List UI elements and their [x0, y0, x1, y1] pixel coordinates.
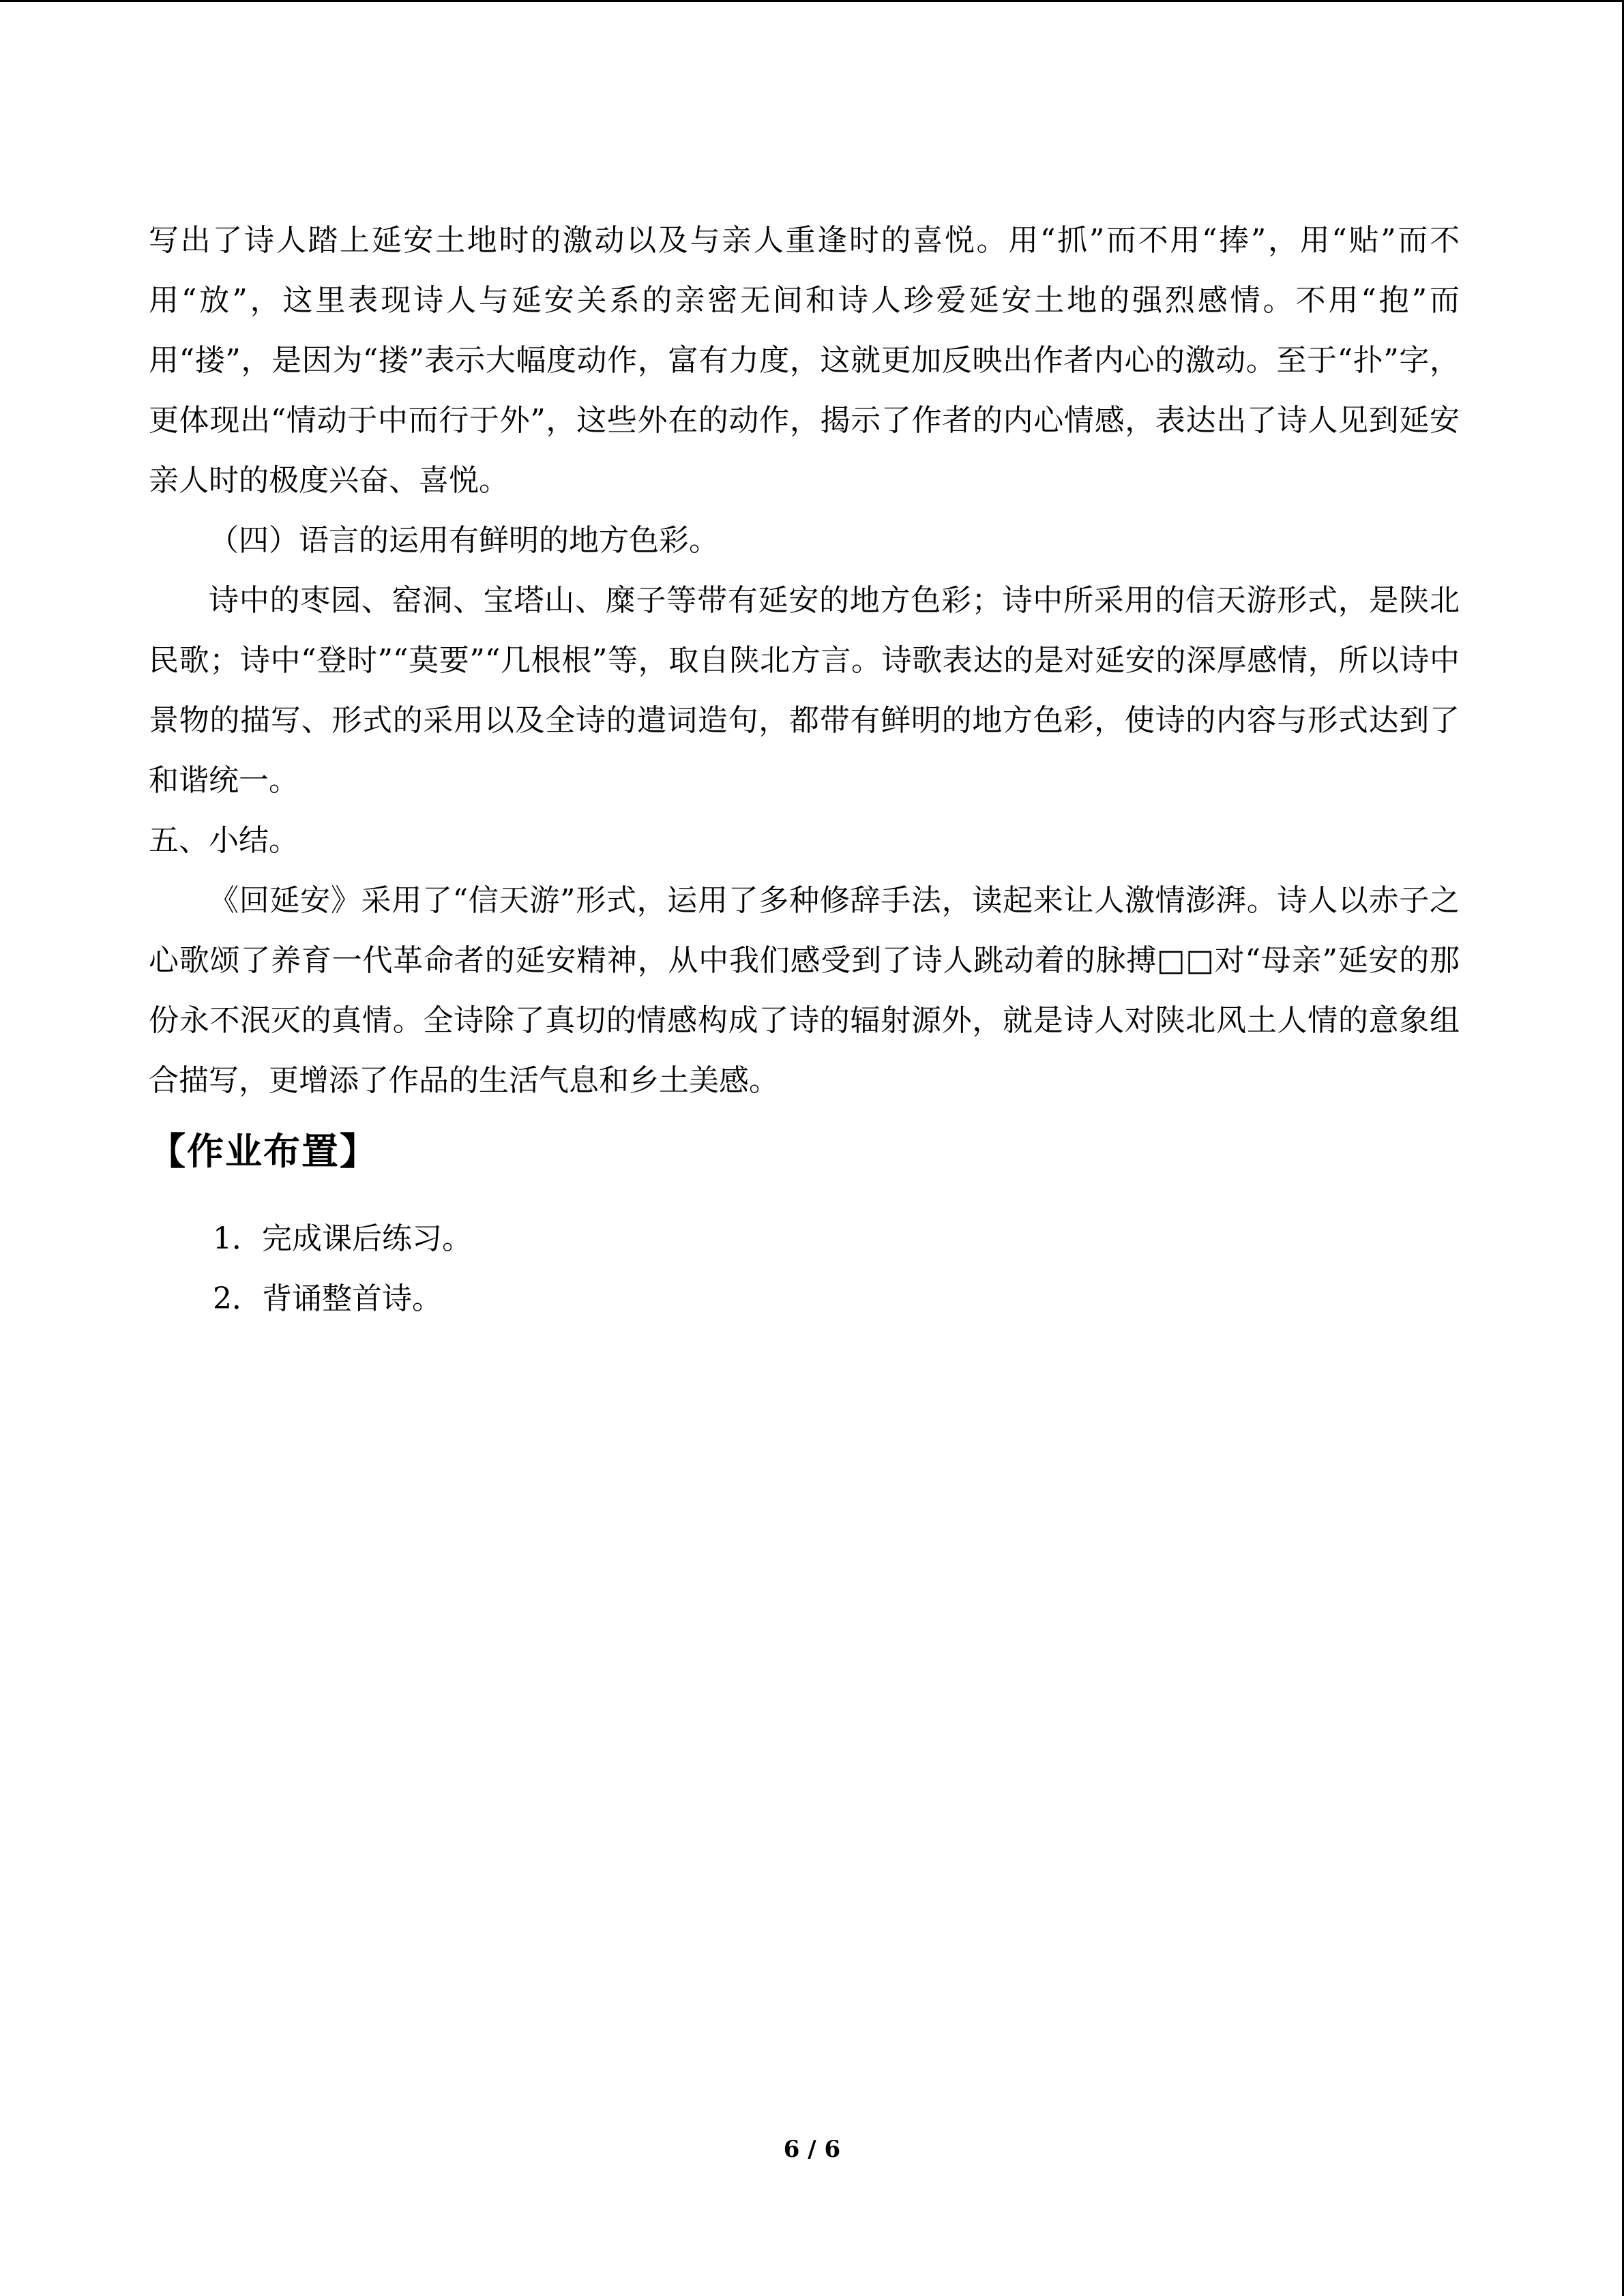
- page-content: [149, 211, 1460, 1329]
- page-number: 6 / 6: [783, 2136, 841, 2163]
- homework-title: 【作业布置】: [149, 1130, 378, 1173]
- homework-item: 2．背诵整首诗。: [213, 1281, 442, 1316]
- heading-summary: 五、小结。: [149, 823, 299, 858]
- subheading-language-local-color: （四）语言的运用有鲜明的地方色彩。: [209, 523, 719, 558]
- homework-item: 1．完成课后练习。: [213, 1221, 472, 1256]
- paragraph-summary: 《回延安》采用了“信天游”形式，运用了多种修辞手法，读起来让人激情澎湃。诗人以赤子之心歌颂了养育一代革命者的延安精神，从中我们感受到了诗人跳动着的脉搏□□对“母亲”延安的那份永不泯灭的真情。全诗除了真切的情感构成了诗的辐射源外，就是诗人对陕北风土人情的意象组合描写，更增添了作品的生活气息和乡土美感。: [149, 883, 1460, 1098]
- paragraph-local-color: 诗中的枣园、窑洞、宝塔山、糜子等带有延安的地方色彩；诗中所采用的信天游形式，是陕北民歌；诗中“登时”“莫要”“几根根”等，取自陕北方言。诗歌表达的是对延安的深厚感情，所以诗中景物的描写、形式的采用以及全诗的遣词造句，都带有鲜明的地方色彩，使诗的内容与形式达到了和谐统一。: [149, 583, 1460, 798]
- paragraph-analysis-continued: 写出了诗人踏上延安土地时的激动以及与亲人重逢时的喜悦。用“抓”而不用“捧”，用“贴”而不用“放”，这里表现诗人与延安关系的亲密无间和诗人珍爱延安土地的强烈感情。不用“抱”而用“搂”，是因为“搂”表示大幅度动作，富有力度，这就更加反映出作者内心的激动。至于“扑”字，更体现出“情动于中而行于外”，这些外在的动作，揭示了作者的内心情感，表达出了诗人见到延安亲人时的极度兴奋、喜悦。: [149, 223, 1460, 498]
